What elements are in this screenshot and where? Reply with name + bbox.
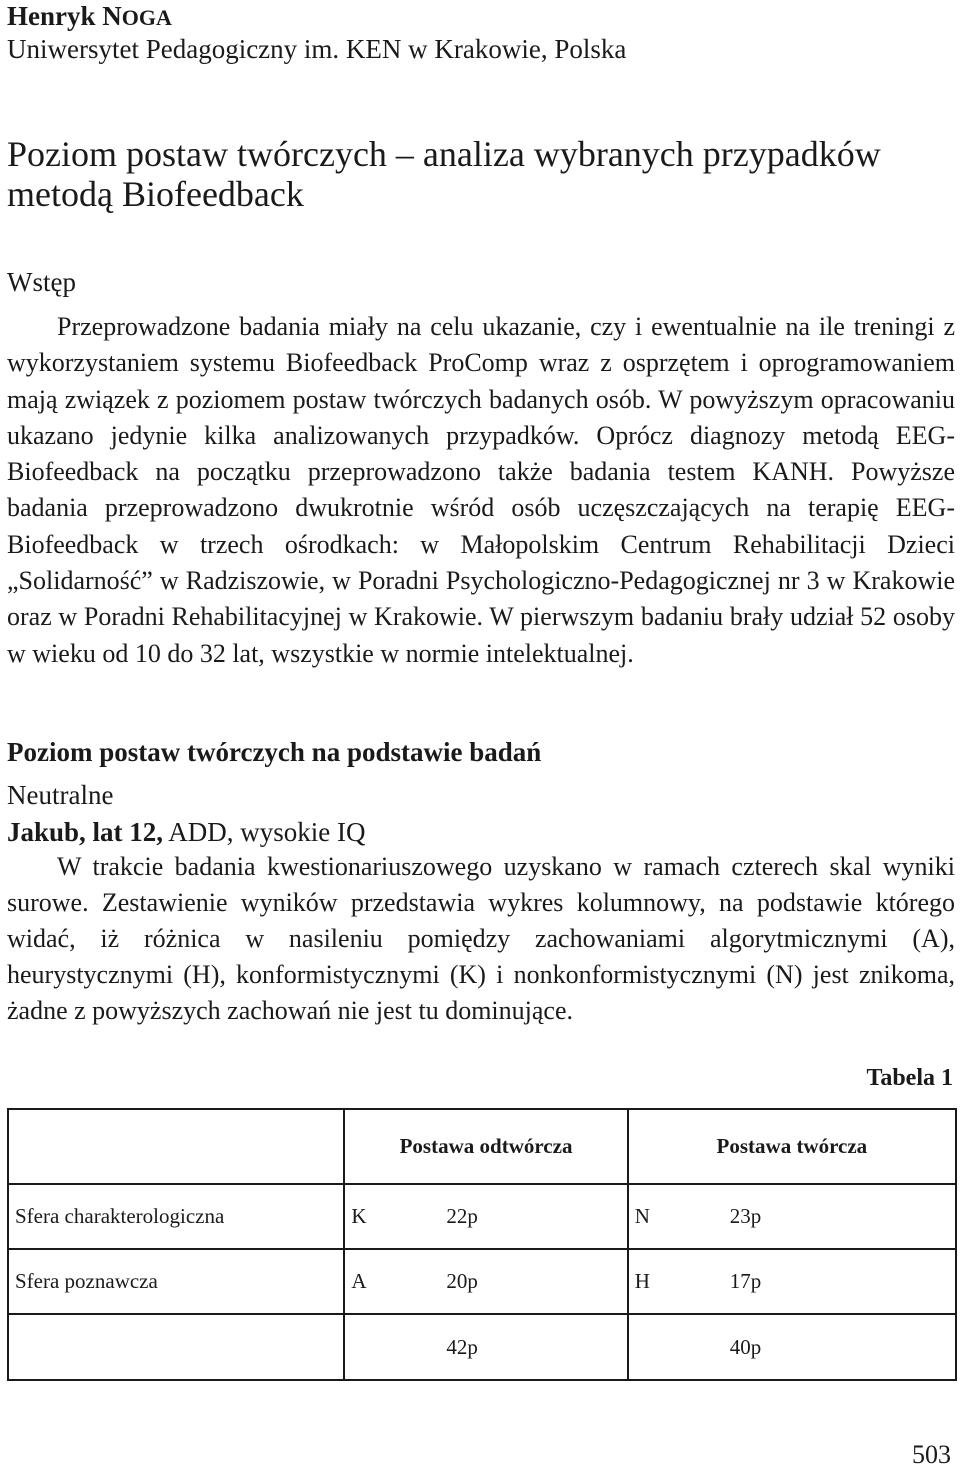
- table-corner-cell: [8, 1109, 344, 1184]
- author-affiliation: Uniwersytet Pedagogiczny im. KEN w Krakowie, Polska: [7, 34, 627, 64]
- table-totals-row: [8, 1314, 956, 1380]
- cell-tworcza: [628, 1184, 956, 1249]
- total-tworcza: [628, 1314, 956, 1380]
- table-header-row: [8, 1109, 956, 1184]
- total-odtworcza-value: 42p: [446, 1334, 478, 1359]
- col-header-odtworcza: Postawa odtwórcza: [344, 1109, 627, 1184]
- scale-code: A: [351, 1269, 367, 1293]
- case-description: ADD, wysokie IQ: [163, 817, 366, 847]
- case-paragraph: W trakcie badania kwestionariuszowego uzyskano w ramach czterech skal wyniki surowe. Zestawienie wyników przedstawia wykres kolumnowy, na podstawie którego widać, iż różnica w nasileniu pomiędzy zachowaniami algorytmicznymi (A), heurystycznymi (H), konformistycznymi (K) i nonkonformistycznymi (N) jest znikoma, żadne z powyższych zachowań nie jest tu dominujące.: [7, 852, 955, 1025]
- section-subheading: Neutralne: [7, 780, 114, 810]
- page-number: 503: [912, 1440, 951, 1469]
- total-odtworcza: [344, 1314, 627, 1380]
- case-heading: [7, 815, 366, 849]
- intro-heading: Wstęp: [7, 267, 76, 297]
- table-caption: Tabela 1: [866, 1065, 953, 1091]
- row-label: Sfera poznawcza: [8, 1249, 344, 1314]
- scale-code: N: [634, 1204, 650, 1228]
- section-heading: Poziom postaw twórczych na podstawie badań: [7, 737, 542, 767]
- scale-value: 17p: [729, 1269, 762, 1293]
- case-name: Jakub, lat 12,: [7, 817, 164, 847]
- cell-odtworcza: [344, 1184, 627, 1249]
- totals-empty-cell: [8, 1314, 344, 1380]
- author-first-name: Henryk: [7, 1, 96, 31]
- col-header-tworcza: Postawa twórcza: [628, 1109, 956, 1184]
- results-table: [7, 1108, 957, 1381]
- scale-value: 22p: [446, 1204, 478, 1228]
- article-title: Poziom postaw twórczych – analiza wybranych przypadków metodą Biofeedback: [7, 134, 881, 214]
- author-last-rest: OGA: [121, 5, 172, 30]
- author-last-initial: N: [102, 1, 122, 31]
- table-row: [8, 1249, 956, 1314]
- intro-paragraph: Przeprowadzone badania miały na celu ukazanie, czy i ewentualnie na ile treningi z wykorzystaniem systemu Biofeedback ProComp wraz z osprzętem i oprogramowaniem mają związek z poziomem postaw twórczych badanych osób. W powyższym opracowaniu ukazano jedynie kilka analizowanych przypadków. Oprócz diagnozy metodą EEG-Biofeedback na początku przeprowadzono także badania testem KANH. Powyższe badania przeprowadzono dwukrotnie wśród osób uczęszczających na terapię EEG-Biofeedback w trzech ośrodkach: w Małopolskim Centrum Rehabilitacji Dzieci „Solidarność” w Radziszowie, w Poradni Psychologiczno-Pedagogicznej nr 3 w Krakowie oraz w Poradni Rehabilitacyjnej w Krakowie. W pierwszym badaniu brały udział 52 osoby w wieku od 10 do 32 lat, wszystkie w normie intelektualnej.: [7, 312, 955, 668]
- author-name: [7, 0, 172, 34]
- cell-tworcza: [628, 1249, 956, 1314]
- total-tworcza-value: 40p: [729, 1334, 762, 1359]
- table-row: [8, 1184, 956, 1249]
- cell-odtworcza: [344, 1249, 627, 1314]
- scale-code: K: [351, 1204, 367, 1228]
- row-label: Sfera charakterologiczna: [8, 1184, 344, 1249]
- scale-value: 23p: [729, 1204, 762, 1228]
- scale-value: 20p: [446, 1269, 478, 1293]
- scale-code: H: [634, 1269, 650, 1293]
